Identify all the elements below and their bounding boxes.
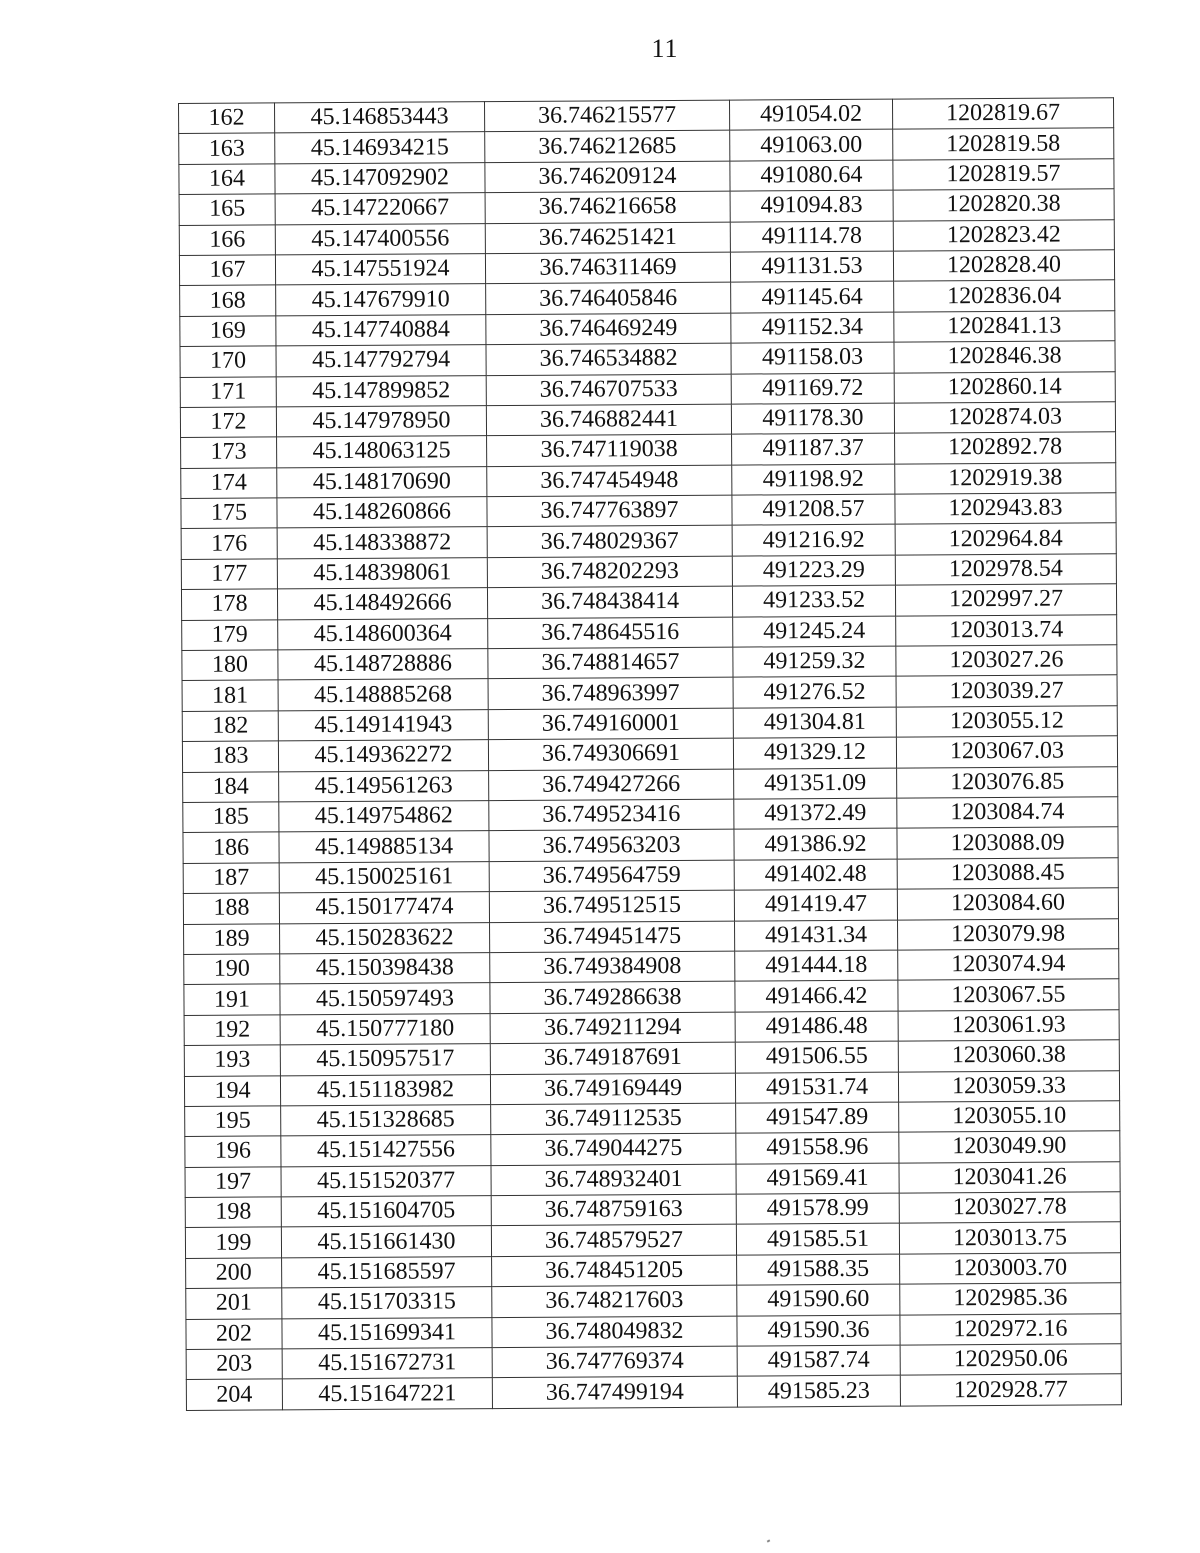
latitude-cell: 45.147792794 (276, 345, 486, 377)
x-coordinate-cell: 491486.48 (735, 1011, 898, 1042)
y-coordinate-cell: 1202985.36 (900, 1283, 1121, 1315)
latitude-cell: 45.151183982 (280, 1074, 490, 1106)
latitude-cell: 45.150283622 (280, 922, 490, 954)
longitude-cell: 36.749523416 (489, 799, 734, 831)
y-coordinate-cell: 1203060.38 (898, 1040, 1119, 1072)
latitude-cell: 45.151661430 (281, 1226, 491, 1258)
latitude-cell: 45.150957517 (280, 1044, 490, 1076)
latitude-cell: 45.151520377 (281, 1165, 491, 1197)
latitude-cell: 45.150025161 (279, 861, 489, 893)
point-number-cell: 188 (183, 893, 279, 924)
y-coordinate-cell: 1202823.42 (893, 219, 1114, 251)
point-number-cell: 197 (185, 1167, 281, 1198)
point-number-cell: 168 (180, 285, 276, 316)
latitude-cell: 45.147400556 (275, 223, 485, 255)
point-number-cell: 204 (186, 1379, 282, 1410)
y-coordinate-cell: 1202819.58 (893, 128, 1114, 160)
y-coordinate-cell: 1203074.94 (898, 949, 1119, 981)
x-coordinate-cell: 491259.32 (733, 646, 896, 677)
latitude-cell: 45.150777180 (280, 1013, 490, 1045)
x-coordinate-cell: 491466.42 (735, 980, 898, 1011)
longitude-cell: 36.746209124 (485, 161, 730, 193)
latitude-cell: 45.147220667 (275, 193, 485, 225)
point-number-cell: 162 (179, 103, 275, 134)
y-coordinate-cell: 1203049.90 (899, 1131, 1120, 1163)
x-coordinate-cell: 491547.89 (736, 1102, 899, 1133)
longitude-cell: 36.748049832 (492, 1316, 737, 1348)
x-coordinate-cell: 491587.74 (737, 1345, 900, 1376)
x-coordinate-cell: 491216.92 (732, 525, 895, 556)
x-coordinate-cell: 491444.18 (735, 950, 898, 981)
y-coordinate-cell: 1203059.33 (898, 1070, 1119, 1102)
point-number-cell: 203 (186, 1349, 282, 1380)
y-coordinate-cell: 1203061.93 (898, 1009, 1119, 1041)
point-number-cell: 175 (181, 498, 277, 529)
coordinates-table-container (178, 97, 1122, 1410)
y-coordinate-cell: 1202972.16 (900, 1313, 1121, 1345)
point-number-cell: 179 (182, 620, 278, 651)
x-coordinate-cell: 491590.36 (737, 1315, 900, 1346)
longitude-cell: 36.749306691 (488, 738, 733, 770)
scan-speck (767, 1539, 771, 1542)
point-number-cell: 169 (180, 316, 276, 347)
longitude-cell: 36.749211294 (490, 1012, 735, 1044)
latitude-cell: 45.150597493 (280, 983, 490, 1015)
longitude-cell: 36.746707533 (486, 374, 731, 406)
latitude-cell: 45.151699341 (282, 1317, 492, 1349)
point-number-cell: 183 (182, 741, 278, 772)
point-number-cell: 170 (180, 346, 276, 377)
point-number-cell: 189 (184, 923, 280, 954)
latitude-cell: 45.148260866 (277, 497, 487, 529)
y-coordinate-cell: 1203084.74 (897, 797, 1118, 829)
point-number-cell: 191 (184, 984, 280, 1015)
y-coordinate-cell: 1202874.03 (894, 402, 1115, 434)
y-coordinate-cell: 1202950.06 (900, 1344, 1121, 1376)
x-coordinate-cell: 491223.29 (732, 555, 895, 586)
table-row (186, 1374, 1121, 1410)
longitude-cell: 36.746534882 (486, 343, 731, 375)
longitude-cell: 36.748438414 (487, 586, 732, 618)
y-coordinate-cell: 1202978.54 (895, 554, 1116, 586)
point-number-cell: 180 (182, 650, 278, 681)
longitude-cell: 36.749427266 (489, 769, 734, 801)
latitude-cell: 45.148885268 (278, 679, 488, 711)
y-coordinate-cell: 1203088.45 (897, 858, 1118, 890)
point-number-cell: 196 (185, 1136, 281, 1167)
longitude-cell: 36.749512515 (489, 890, 734, 922)
x-coordinate-cell: 491558.96 (736, 1132, 899, 1163)
point-number-cell: 192 (184, 1015, 280, 1046)
x-coordinate-cell: 491372.49 (734, 798, 897, 829)
point-number-cell: 202 (186, 1319, 282, 1350)
x-coordinate-cell: 491054.02 (729, 99, 892, 130)
y-coordinate-cell: 1203079.98 (898, 918, 1119, 950)
longitude-cell: 36.748814657 (488, 647, 733, 679)
latitude-cell: 45.148600364 (278, 618, 488, 650)
x-coordinate-cell: 491233.52 (732, 585, 895, 616)
longitude-cell: 36.746882441 (486, 404, 731, 436)
y-coordinate-cell: 1203055.12 (896, 706, 1117, 738)
latitude-cell: 45.147679910 (276, 284, 486, 316)
y-coordinate-cell: 1203084.60 (897, 888, 1118, 920)
latitude-cell: 45.148728886 (278, 649, 488, 681)
y-coordinate-cell: 1202928.77 (900, 1374, 1121, 1406)
longitude-cell: 36.748645516 (488, 617, 733, 649)
x-coordinate-cell: 491063.00 (730, 130, 893, 161)
y-coordinate-cell: 1203013.75 (899, 1222, 1120, 1254)
latitude-cell: 45.148338872 (277, 527, 487, 559)
y-coordinate-cell: 1202919.38 (895, 462, 1116, 494)
y-coordinate-cell: 1202964.84 (895, 523, 1116, 555)
latitude-cell: 45.150177474 (279, 892, 489, 924)
longitude-cell: 36.748202293 (487, 556, 732, 588)
longitude-cell: 36.749564759 (489, 860, 734, 892)
longitude-cell: 36.747763897 (487, 495, 732, 527)
x-coordinate-cell: 491419.47 (734, 889, 897, 920)
point-number-cell: 194 (184, 1075, 280, 1106)
longitude-cell: 36.746251421 (485, 222, 730, 254)
point-number-cell: 195 (185, 1106, 281, 1137)
latitude-cell: 45.150398438 (280, 953, 490, 985)
x-coordinate-cell: 491351.09 (734, 768, 897, 799)
point-number-cell: 184 (183, 771, 279, 802)
y-coordinate-cell: 1202819.67 (892, 98, 1113, 130)
point-number-cell: 181 (182, 680, 278, 711)
point-number-cell: 167 (179, 255, 275, 286)
latitude-cell: 45.151672731 (282, 1348, 492, 1380)
longitude-cell: 36.747454948 (487, 465, 732, 497)
y-coordinate-cell: 1202943.83 (895, 493, 1116, 525)
coordinates-table-body (179, 98, 1122, 1410)
point-number-cell: 172 (180, 407, 276, 438)
y-coordinate-cell: 1203055.10 (899, 1101, 1120, 1133)
latitude-cell: 45.149754862 (279, 801, 489, 833)
longitude-cell: 36.746469249 (486, 313, 731, 345)
x-coordinate-cell: 491178.30 (731, 403, 894, 434)
latitude-cell: 45.148492666 (277, 588, 487, 620)
x-coordinate-cell: 491131.53 (730, 251, 893, 282)
y-coordinate-cell: 1202892.78 (895, 432, 1116, 464)
point-number-cell: 193 (184, 1045, 280, 1076)
longitude-cell: 36.748579527 (491, 1225, 736, 1257)
longitude-cell: 36.748451205 (492, 1255, 737, 1287)
y-coordinate-cell: 1202828.40 (893, 250, 1114, 282)
latitude-cell: 45.151604705 (281, 1196, 491, 1228)
point-number-cell: 187 (183, 863, 279, 894)
y-coordinate-cell: 1202997.27 (895, 584, 1116, 616)
longitude-cell: 36.749112535 (491, 1103, 736, 1135)
longitude-cell: 36.748932401 (491, 1164, 736, 1196)
y-coordinate-cell: 1203067.03 (896, 736, 1117, 768)
point-number-cell: 177 (181, 559, 277, 590)
x-coordinate-cell: 491094.83 (730, 190, 893, 221)
longitude-cell: 36.749384908 (490, 951, 735, 983)
y-coordinate-cell: 1203027.78 (899, 1192, 1120, 1224)
x-coordinate-cell: 491208.57 (732, 494, 895, 525)
y-coordinate-cell: 1202846.38 (894, 341, 1115, 373)
x-coordinate-cell: 491114.78 (730, 221, 893, 252)
longitude-cell: 36.748759163 (491, 1194, 736, 1226)
x-coordinate-cell: 491588.35 (737, 1254, 900, 1285)
longitude-cell: 36.747499194 (492, 1377, 737, 1409)
y-coordinate-cell: 1203041.26 (899, 1161, 1120, 1193)
point-number-cell: 200 (186, 1258, 282, 1289)
point-number-cell: 165 (179, 194, 275, 225)
x-coordinate-cell: 491402.48 (734, 859, 897, 890)
longitude-cell: 36.746405846 (486, 282, 731, 314)
x-coordinate-cell: 491329.12 (733, 737, 896, 768)
latitude-cell: 45.147092902 (275, 162, 485, 194)
x-coordinate-cell: 491431.34 (735, 920, 898, 951)
x-coordinate-cell: 491187.37 (732, 433, 895, 464)
longitude-cell: 36.746212685 (485, 131, 730, 163)
point-number-cell: 182 (182, 711, 278, 742)
x-coordinate-cell: 491386.92 (734, 828, 897, 859)
latitude-cell: 45.148398061 (277, 557, 487, 589)
y-coordinate-cell: 1202836.04 (894, 280, 1115, 312)
y-coordinate-cell: 1203076.85 (897, 766, 1118, 798)
y-coordinate-cell: 1203039.27 (896, 675, 1117, 707)
x-coordinate-cell: 491569.41 (736, 1163, 899, 1194)
point-number-cell: 176 (181, 528, 277, 559)
x-coordinate-cell: 491304.81 (733, 707, 896, 738)
x-coordinate-cell: 491590.60 (737, 1284, 900, 1315)
longitude-cell: 36.746215577 (484, 100, 729, 132)
point-number-cell: 174 (181, 468, 277, 499)
point-number-cell: 185 (183, 802, 279, 833)
y-coordinate-cell: 1203088.09 (897, 827, 1118, 859)
latitude-cell: 45.151685597 (282, 1256, 492, 1288)
x-coordinate-cell: 491145.64 (731, 281, 894, 312)
longitude-cell: 36.748029367 (487, 526, 732, 558)
latitude-cell: 45.148063125 (277, 436, 487, 468)
latitude-cell: 45.149362272 (278, 740, 488, 772)
point-number-cell: 178 (181, 589, 277, 620)
latitude-cell: 45.147740884 (276, 314, 486, 346)
latitude-cell: 45.151647221 (282, 1378, 492, 1410)
latitude-cell: 45.149141943 (278, 709, 488, 741)
longitude-cell: 36.749286638 (490, 981, 735, 1013)
x-coordinate-cell: 491158.03 (731, 342, 894, 373)
point-number-cell: 166 (179, 224, 275, 255)
longitude-cell: 36.749187691 (490, 1042, 735, 1074)
point-number-cell: 199 (185, 1227, 281, 1258)
y-coordinate-cell: 1202841.13 (894, 311, 1115, 343)
y-coordinate-cell: 1202820.38 (893, 189, 1114, 221)
page-number: 11 (651, 34, 679, 63)
y-coordinate-cell: 1203003.70 (900, 1253, 1121, 1285)
longitude-cell: 36.749160001 (488, 708, 733, 740)
latitude-cell: 45.147978950 (276, 406, 486, 438)
latitude-cell: 45.149885134 (279, 831, 489, 863)
y-coordinate-cell: 1202860.14 (894, 371, 1115, 403)
y-coordinate-cell: 1203067.55 (898, 979, 1119, 1011)
x-coordinate-cell: 491245.24 (733, 616, 896, 647)
longitude-cell: 36.748963997 (488, 678, 733, 710)
x-coordinate-cell: 491585.51 (736, 1224, 899, 1255)
y-coordinate-cell: 1202819.57 (893, 159, 1114, 191)
latitude-cell: 45.147899852 (276, 375, 486, 407)
latitude-cell: 45.151328685 (281, 1104, 491, 1136)
x-coordinate-cell: 491080.64 (730, 160, 893, 191)
y-coordinate-cell: 1203013.74 (896, 614, 1117, 646)
longitude-cell: 36.749451475 (490, 921, 735, 953)
longitude-cell: 36.749044275 (491, 1133, 736, 1165)
longitude-cell: 36.746311469 (485, 252, 730, 284)
point-number-cell: 171 (180, 376, 276, 407)
latitude-cell: 45.151703315 (282, 1287, 492, 1319)
point-number-cell: 164 (179, 164, 275, 195)
x-coordinate-cell: 491585.23 (737, 1376, 900, 1407)
latitude-cell: 45.146853443 (275, 102, 485, 134)
longitude-cell: 36.747769374 (492, 1346, 737, 1378)
longitude-cell: 36.747119038 (487, 434, 732, 466)
longitude-cell: 36.746216658 (485, 191, 730, 223)
y-coordinate-cell: 1203027.26 (896, 645, 1117, 677)
longitude-cell: 36.748217603 (492, 1285, 737, 1317)
latitude-cell: 45.147551924 (275, 254, 485, 286)
longitude-cell: 36.749169449 (490, 1073, 735, 1105)
point-number-cell: 190 (184, 954, 280, 985)
point-number-cell: 201 (186, 1288, 282, 1319)
x-coordinate-cell: 491578.99 (736, 1193, 899, 1224)
latitude-cell: 45.146934215 (275, 132, 485, 164)
point-number-cell: 163 (179, 133, 275, 164)
latitude-cell: 45.148170690 (277, 466, 487, 498)
latitude-cell: 45.149561263 (279, 770, 489, 802)
x-coordinate-cell: 491506.55 (735, 1041, 898, 1072)
latitude-cell: 45.151427556 (281, 1135, 491, 1167)
point-number-cell: 198 (185, 1197, 281, 1228)
point-number-cell: 173 (181, 437, 277, 468)
x-coordinate-cell: 491169.72 (731, 373, 894, 404)
x-coordinate-cell: 491152.34 (731, 312, 894, 343)
x-coordinate-cell: 491198.92 (732, 464, 895, 495)
point-number-cell: 186 (183, 832, 279, 863)
x-coordinate-cell: 491276.52 (733, 677, 896, 708)
x-coordinate-cell: 491531.74 (735, 1072, 898, 1103)
longitude-cell: 36.749563203 (489, 829, 734, 861)
coordinates-table (178, 97, 1122, 1410)
